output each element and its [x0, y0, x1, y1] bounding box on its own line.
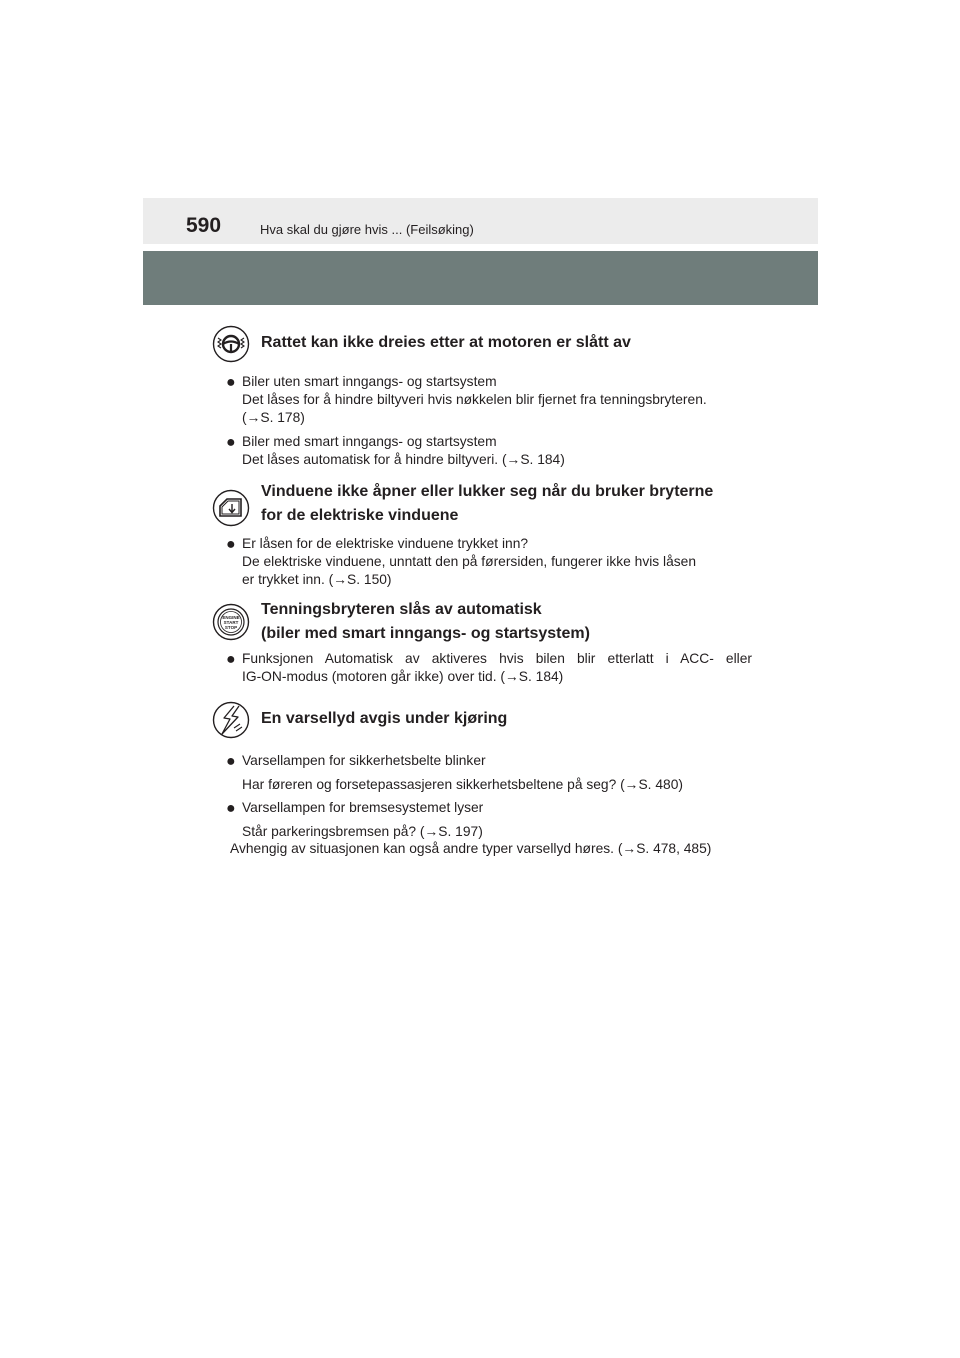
- engine-label: ENGINE: [222, 615, 240, 620]
- bullet: ●: [226, 800, 236, 817]
- page-header: [143, 198, 818, 244]
- item-heading: Biler uten smart inngangs- og startsystem: [242, 374, 497, 389]
- item-text: Det låses for å hindre biltyveri hvis nøkkelen blir fjernet fra tenningsbryteren.: [242, 392, 707, 407]
- list-item: [226, 650, 752, 686]
- item-text: Står parkeringsbremsen på? (→S. 197): [242, 824, 483, 839]
- item-heading: Er låsen for de elektriske vinduene trykket inn?: [242, 536, 529, 551]
- stop-label: STOP: [224, 625, 238, 630]
- section-title: [261, 480, 752, 528]
- bullet: ●: [226, 753, 236, 770]
- list-item: [226, 749, 752, 797]
- section-band: [143, 251, 818, 305]
- item-text: Det låses automatisk for å hindre biltyveri. (→S. 184): [242, 452, 565, 467]
- item-heading: Varsellampen for sikkerhetsbelte blinker: [242, 753, 486, 768]
- list-item: [226, 433, 752, 469]
- engine-start-stop-button-icon: [212, 603, 250, 641]
- item-heading: Varsellampen for bremsesystemet lyser: [242, 800, 484, 815]
- item-text: er trykket inn. (→S. 150): [242, 572, 392, 587]
- bullet: ●: [226, 374, 236, 391]
- list-item: [226, 535, 752, 589]
- page-reference: (→S. 178): [242, 410, 305, 425]
- list-item: [226, 373, 752, 427]
- warning-buzzer-icon: [212, 701, 250, 739]
- closing-note: Avhengig av situasjonen kan også andre typer varsellyd høres. (→S. 478, 485): [230, 841, 712, 856]
- start-label: START: [223, 620, 239, 625]
- steering-lock-icon: [212, 325, 250, 363]
- item-text: De elektriske vinduene, unntatt den på førersiden, fungerer ikke hvis låsen: [242, 554, 697, 569]
- item-heading: Biler med smart inngangs- og startsystem: [242, 434, 497, 449]
- section-title: Rattet kan ikke dreies etter at motoren er slått av: [261, 334, 631, 351]
- item-text: Har føreren og forsetepassasjeren sikkerhetsbeltene på seg? (→S. 480): [242, 777, 683, 792]
- item-text: Funksjonen Automatisk av aktiveres hvis bilen blir etterlatt i ACC- eller: [242, 651, 752, 666]
- power-window-icon: [212, 489, 250, 527]
- bullet: ●: [226, 536, 236, 553]
- list-item: [226, 796, 752, 844]
- section-title-line: (biler med smart inngangs- og startsystem): [261, 625, 590, 642]
- bullet: ●: [226, 651, 236, 668]
- section-title: [261, 598, 752, 646]
- section-title: En varsellyd avgis under kjøring: [261, 710, 508, 727]
- page-number: 590: [186, 214, 222, 237]
- section-title-line: Tenningsbryteren slås av automatisk: [261, 601, 542, 618]
- bullet: ●: [226, 434, 236, 451]
- section-title-line: Vinduene ikke åpner eller lukker seg når du bruker bryterne: [261, 483, 714, 500]
- chapter-title: Hva skal du gjøre hvis ... (Feilsøking): [260, 222, 474, 237]
- item-text: IG-ON-modus (motoren går ikke) over tid. (→S. 184): [242, 669, 564, 684]
- section-title-line: for de elektriske vinduene: [261, 507, 459, 524]
